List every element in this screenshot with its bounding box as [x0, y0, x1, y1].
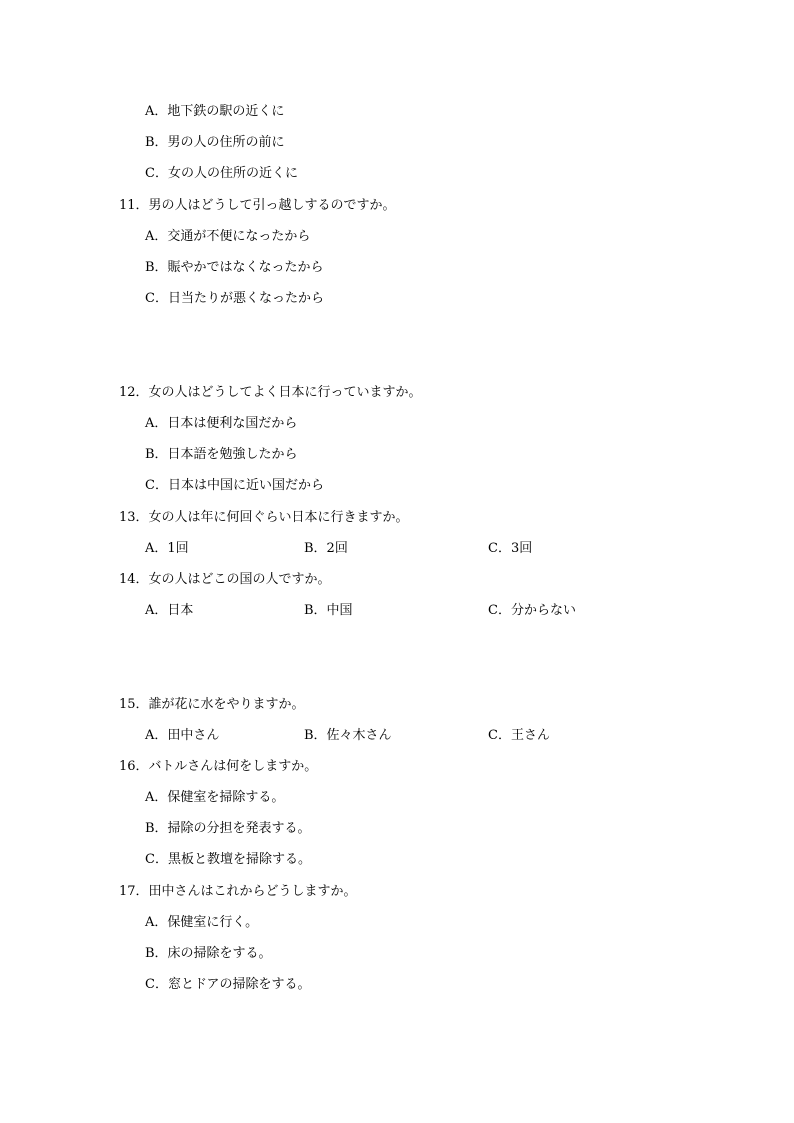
q17-option-c: C．窓とドアの掃除をする。	[145, 977, 311, 992]
q11-option-b: B．賑やかではなくなったから	[145, 260, 324, 275]
q16-option-c: C．黒板と教壇を掃除する。	[145, 852, 311, 867]
q17-option-a: A．保健室に行く。	[145, 915, 259, 930]
q12-option-a: A．日本は便利な国だから	[145, 416, 298, 431]
q11-option-c: C．日当たりが悪くなったから	[145, 291, 324, 306]
q10-option-b: B．男の人の住所の前に	[145, 135, 285, 150]
q13-option-c: C．3回	[488, 541, 533, 556]
q15-option-a: A．田中さん	[145, 728, 220, 743]
q12-option-b: B．日本語を勉強したから	[145, 447, 298, 462]
q15-question: 15．誰が花に水をやりますか。	[119, 697, 305, 712]
q11-question: 11．男の人はどうして引っ越しするのですか。	[119, 198, 396, 213]
q16-option-a: A．保健室を掃除する。	[145, 790, 285, 805]
q13-option-a: A．1回	[145, 541, 189, 556]
q13-question: 13．女の人は年に何回ぐらい日本に行きますか。	[119, 510, 409, 525]
q14-question: 14．女の人はどこの国の人ですか。	[119, 572, 331, 587]
q17-question: 17．田中さんはこれからどうしますか。	[119, 884, 357, 899]
q17-option-b: B．床の掃除をする。	[145, 946, 272, 961]
q13-option-b: B．2回	[304, 541, 348, 556]
q10-option-c: C．女の人の住所の近くに	[145, 166, 298, 181]
q10-option-a: A．地下鉄の駅の近くに	[145, 104, 285, 119]
q16-question: 16．バトルさんは何をしますか。	[119, 759, 318, 774]
q11-option-a: A．交通が不便になったから	[145, 229, 311, 244]
q14-option-c: C．分からない	[488, 603, 576, 618]
q14-option-a: A．日本	[145, 603, 194, 618]
q16-option-b: B．掃除の分担を発表する。	[145, 821, 311, 836]
q12-question: 12．女の人はどうしてよく日本に行っていますか。	[119, 385, 422, 400]
q12-option-c: C．日本は中国に近い国だから	[145, 478, 324, 493]
q15-option-c: C．王さん	[488, 728, 550, 743]
q14-option-b: B．中国	[304, 603, 353, 618]
q15-option-b: B．佐々木さん	[304, 728, 392, 743]
